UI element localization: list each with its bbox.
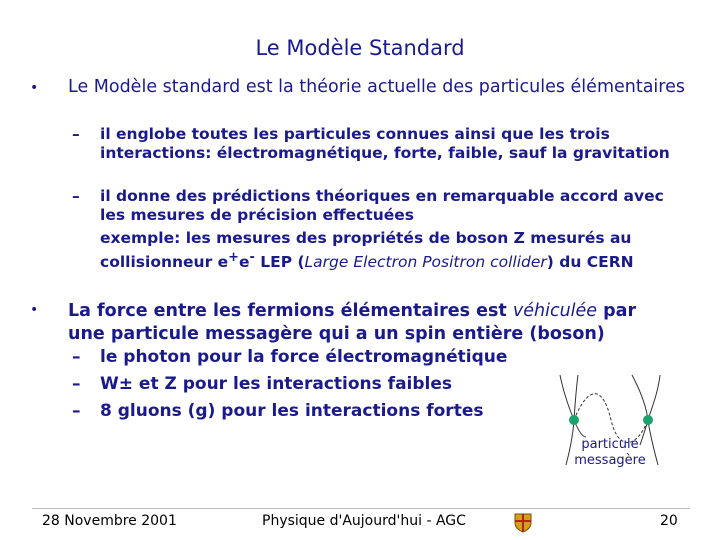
caption-line-1: particule xyxy=(581,437,639,452)
line-1-prefix: La force entre les fermions élémentaires est xyxy=(68,301,513,321)
sub-dash: – xyxy=(72,401,81,421)
sub-dash: – xyxy=(72,125,80,143)
example-lep: LEP ( xyxy=(254,253,305,272)
bullet-marker: • xyxy=(30,80,39,96)
caption-line-2: messagère xyxy=(574,453,646,468)
line-1-suffix: par xyxy=(597,301,637,321)
bullet-marker: • xyxy=(30,302,39,318)
bullet-2-text xyxy=(68,300,688,346)
line-1-italic: véhiculée xyxy=(512,301,598,321)
messenger-line xyxy=(574,394,648,443)
bullet-2-line-2: une particule messagère qui a un spin entière (boson) xyxy=(68,324,605,344)
footer-date: 28 Novembre 2001 xyxy=(42,513,177,529)
example-prefix: exemple: les mesures des propriétés de boson Z mesurés au collisionneur e xyxy=(100,229,632,272)
university-crest-icon xyxy=(512,511,534,533)
sub-text: le photon pour la force électromagnétique xyxy=(100,347,508,367)
example-italic: Large Electron Positron collider xyxy=(304,253,547,272)
sub-dash: – xyxy=(72,187,80,205)
bullet-2-line-1 xyxy=(68,300,688,323)
example-sup-minus: - xyxy=(249,250,255,265)
example-suffix: ) du CERN xyxy=(546,253,634,272)
sub-text: il donne des prédictions théoriques en remarquable accord avec les mesures de précision effectuées xyxy=(100,187,664,224)
vertex-left xyxy=(569,415,579,425)
diagram-caption xyxy=(560,437,660,469)
sub-dash: – xyxy=(72,347,81,367)
footer-title: Physique d'Aujourd'hui - AGC xyxy=(262,513,466,529)
slide-title: Le Modèle Standard xyxy=(255,36,465,60)
example-mid: e xyxy=(238,253,250,272)
vertex-right xyxy=(643,415,653,425)
sub-text: W± et Z pour les interactions faibles xyxy=(100,374,453,394)
sub-text: il englobe toutes les particules connues ainsi que les trois interactions: électromagnétique, forte, faible, sauf la gravitation xyxy=(100,125,670,162)
sub-dash: – xyxy=(72,374,81,394)
footer-page-number: 20 xyxy=(660,513,678,529)
sub-text: 8 gluons (g) pour les interactions fortes xyxy=(100,401,484,421)
right-incoming-line xyxy=(640,375,660,445)
footer-divider xyxy=(32,508,690,509)
example-text xyxy=(100,229,670,272)
bullet-1-text: Le Modèle standard est la théorie actuelle des particules élémentaires xyxy=(68,77,685,97)
example-sup-plus: + xyxy=(228,250,239,265)
